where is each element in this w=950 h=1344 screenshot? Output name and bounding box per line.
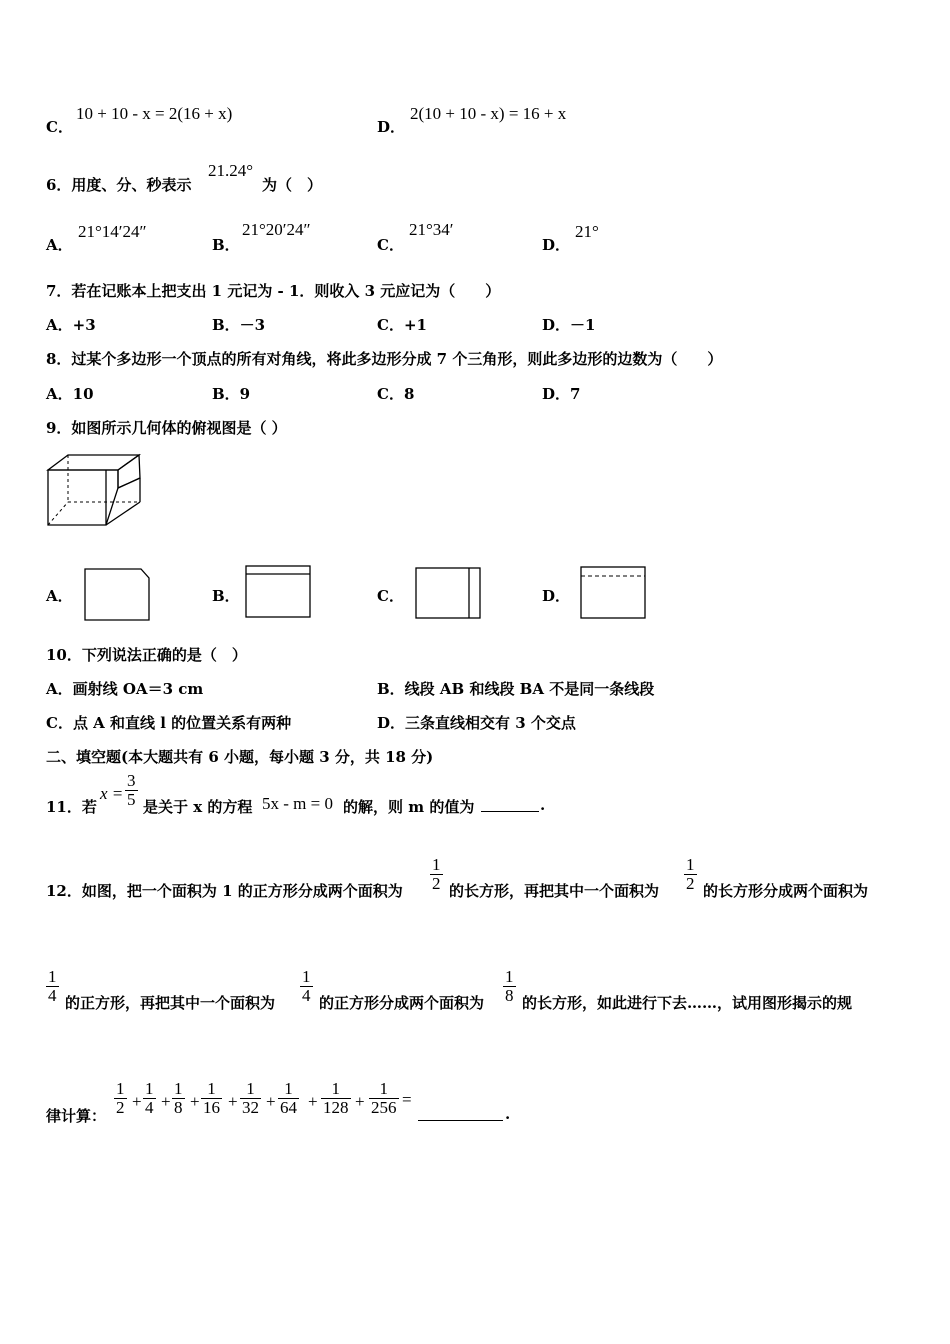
q12-series-term (114, 1080, 127, 1117)
q5-option-c-label: C． (46, 118, 73, 136)
q8-option-b: B．9 (212, 385, 251, 403)
q12-series-plus: + (228, 1092, 238, 1111)
q12-fraction-denominator: 2 (432, 874, 441, 893)
q11-equation: 5x - m = 0 (262, 794, 333, 813)
q12-fraction-numerator: 1 (432, 855, 441, 874)
q11-answer-blank[interactable] (481, 811, 539, 812)
q12-fraction-denominator: 4 (48, 986, 57, 1005)
q6-option-d-label: D． (542, 236, 571, 254)
q12-fraction-denominator: 4 (302, 986, 311, 1005)
q12-series-term-numerator: 1 (116, 1079, 125, 1098)
q6-option-b-label: B． (212, 236, 240, 254)
q12-series-plus: + (266, 1092, 276, 1111)
q6-option-c-value: 21°34′ (409, 220, 454, 239)
q8-option-c: C．8 (377, 385, 415, 403)
q12-fraction-numerator: 1 (48, 967, 57, 986)
q10-option-a: A．画射线 OA＝3 cm (46, 680, 204, 698)
q9-option-a-label: A． (46, 587, 73, 605)
q12-equals: = (402, 1090, 412, 1109)
q12-series-term-numerator: 1 (331, 1079, 340, 1098)
q12-fraction-half-2 (684, 856, 697, 893)
q12-fraction-denominator: 2 (686, 874, 695, 893)
q12-fraction-quarter-2 (300, 968, 313, 1005)
q12-series-term (321, 1080, 351, 1117)
q10-option-c: C．点 A 和直线 l 的位置关系有两种 (46, 714, 292, 732)
q12-series-term-denominator: 16 (203, 1098, 220, 1117)
q5-option-d-label: D． (377, 118, 406, 136)
q12-series-term-numerator: 1 (246, 1079, 255, 1098)
q12-series-term-denominator: 128 (323, 1098, 349, 1117)
q12-series-term (172, 1080, 185, 1117)
q11-end: . (540, 796, 546, 814)
q12-line3-a: 律计算： (46, 1107, 107, 1125)
q11-fraction-numerator: 3 (127, 771, 136, 790)
q12-line2-c: 的长方形，如此进行下去……，试用图形揭示的规 (522, 994, 853, 1012)
q5-option-c-expression: 10 + 10 - x = 2(16 + x) (76, 104, 233, 123)
q7-stem: 7．若在记账本上把支出 1 元记为 - 1．则收入 3 元应记为（ ） (46, 282, 501, 300)
q8-option-d: D．7 (542, 385, 581, 403)
q12-series-plus: + (161, 1092, 171, 1111)
q11-mid: 是关于 x 的方程 (143, 798, 253, 816)
q9-option-c-figure (415, 567, 481, 621)
q12-fraction-numerator: 1 (302, 967, 311, 986)
q11-prefix: 11．若 (46, 798, 97, 816)
q12-series-plus: + (132, 1092, 142, 1111)
q12-series-term-denominator: 4 (145, 1098, 154, 1117)
q12-line1-b: 的长方形，再把其中一个面积为 (449, 882, 660, 900)
q6-option-a-label: A． (46, 236, 73, 254)
q8-option-a: A．10 (46, 385, 94, 403)
q6-option-d-value: 21° (575, 222, 599, 241)
q12-series-term (143, 1080, 156, 1117)
q12-series-term-numerator: 1 (207, 1079, 216, 1098)
q12-series-term-numerator: 1 (379, 1079, 388, 1098)
q10-option-d: D．三条直线相交有 3 个交点 (377, 714, 576, 732)
q12-series-plus: + (355, 1092, 365, 1111)
q9-option-b-label: B． (212, 587, 240, 605)
q12-series-term-numerator: 1 (284, 1079, 293, 1098)
q6-option-a-value: 21°14′24″ (78, 222, 147, 241)
q8-stem: 8．过某个多边形一个顶点的所有对角线，将此多边形分成 7 个三角形，则此多边形的边数为（ ） (46, 350, 723, 368)
q12-series-term (278, 1080, 299, 1117)
q11-suffix: 的解，则 m 的值为 (343, 798, 475, 816)
q12-fraction-denominator: 8 (505, 986, 514, 1005)
q12-series-term (240, 1080, 261, 1117)
q12-series-term-denominator: 32 (242, 1098, 259, 1117)
q12-series-term-numerator: 1 (174, 1079, 183, 1098)
q9-option-d-label: D． (542, 587, 571, 605)
q6-option-c-label: C． (377, 236, 404, 254)
q11-x-equals: x = (100, 784, 124, 803)
q11-fraction (125, 772, 138, 809)
q7-option-b: B．－3 (212, 316, 266, 334)
q12-series-term (201, 1080, 222, 1117)
q12-series-term-denominator: 256 (371, 1098, 397, 1117)
q5-option-d-expression: 2(10 + 10 - x) = 16 + x (410, 104, 567, 123)
q9-option-a-figure (84, 568, 150, 622)
q6-stem: 6．用度、分、秒表示 (46, 176, 192, 194)
q12-fraction-eighth (503, 968, 516, 1005)
q12-fraction-half-1 (430, 856, 443, 893)
q9-stem: 9．如图所示几何体的俯视图是（ ） (46, 419, 287, 437)
q6-suffix: 为（ ） (262, 176, 323, 194)
q12-series-term-denominator: 64 (280, 1098, 297, 1117)
q12-fraction-numerator: 1 (686, 855, 695, 874)
q12-fraction-numerator: 1 (505, 967, 514, 986)
q11-fraction-denominator: 5 (127, 790, 136, 809)
q12-series-term-denominator: 2 (116, 1098, 125, 1117)
q7-option-a: A．+3 (46, 316, 96, 334)
q12-series-plus: + (308, 1092, 318, 1111)
q12-series-term-denominator: 8 (174, 1098, 183, 1117)
q9-option-b-figure (245, 565, 311, 619)
q10-option-b: B．线段 AB 和线段 BA 不是同一条线段 (377, 680, 655, 698)
q12-series-term-numerator: 1 (145, 1079, 154, 1098)
q12-series-term (369, 1080, 399, 1117)
q12-line2-a: 的正方形，再把其中一个面积为 (65, 994, 276, 1012)
q9-solid-figure (46, 448, 144, 528)
q12-line1-c: 的长方形分成两个面积为 (703, 882, 869, 900)
q7-option-d: D．－1 (542, 316, 596, 334)
q6-option-b-value: 21°20′24″ (242, 220, 311, 239)
q9-option-c-label: C． (377, 587, 404, 605)
q12-end: . (505, 1105, 511, 1123)
q12-answer-blank[interactable] (418, 1120, 503, 1121)
q12-line1-a: 12．如图，把一个面积为 1 的正方形分成两个面积为 (46, 882, 403, 900)
q12-line2-b: 的正方形分成两个面积为 (319, 994, 485, 1012)
q12-series-plus: + (190, 1092, 200, 1111)
q6-value: 21.24° (208, 161, 254, 180)
q7-option-c: C．+1 (377, 316, 427, 334)
q10-stem: 10．下列说法正确的是（ ） (46, 646, 247, 664)
q12-fraction-quarter-1 (46, 968, 59, 1005)
section-2-title: 二、填空题(本大题共有 6 小题，每小题 3 分，共 18 分) (46, 748, 434, 766)
q9-option-d-figure (580, 566, 650, 620)
